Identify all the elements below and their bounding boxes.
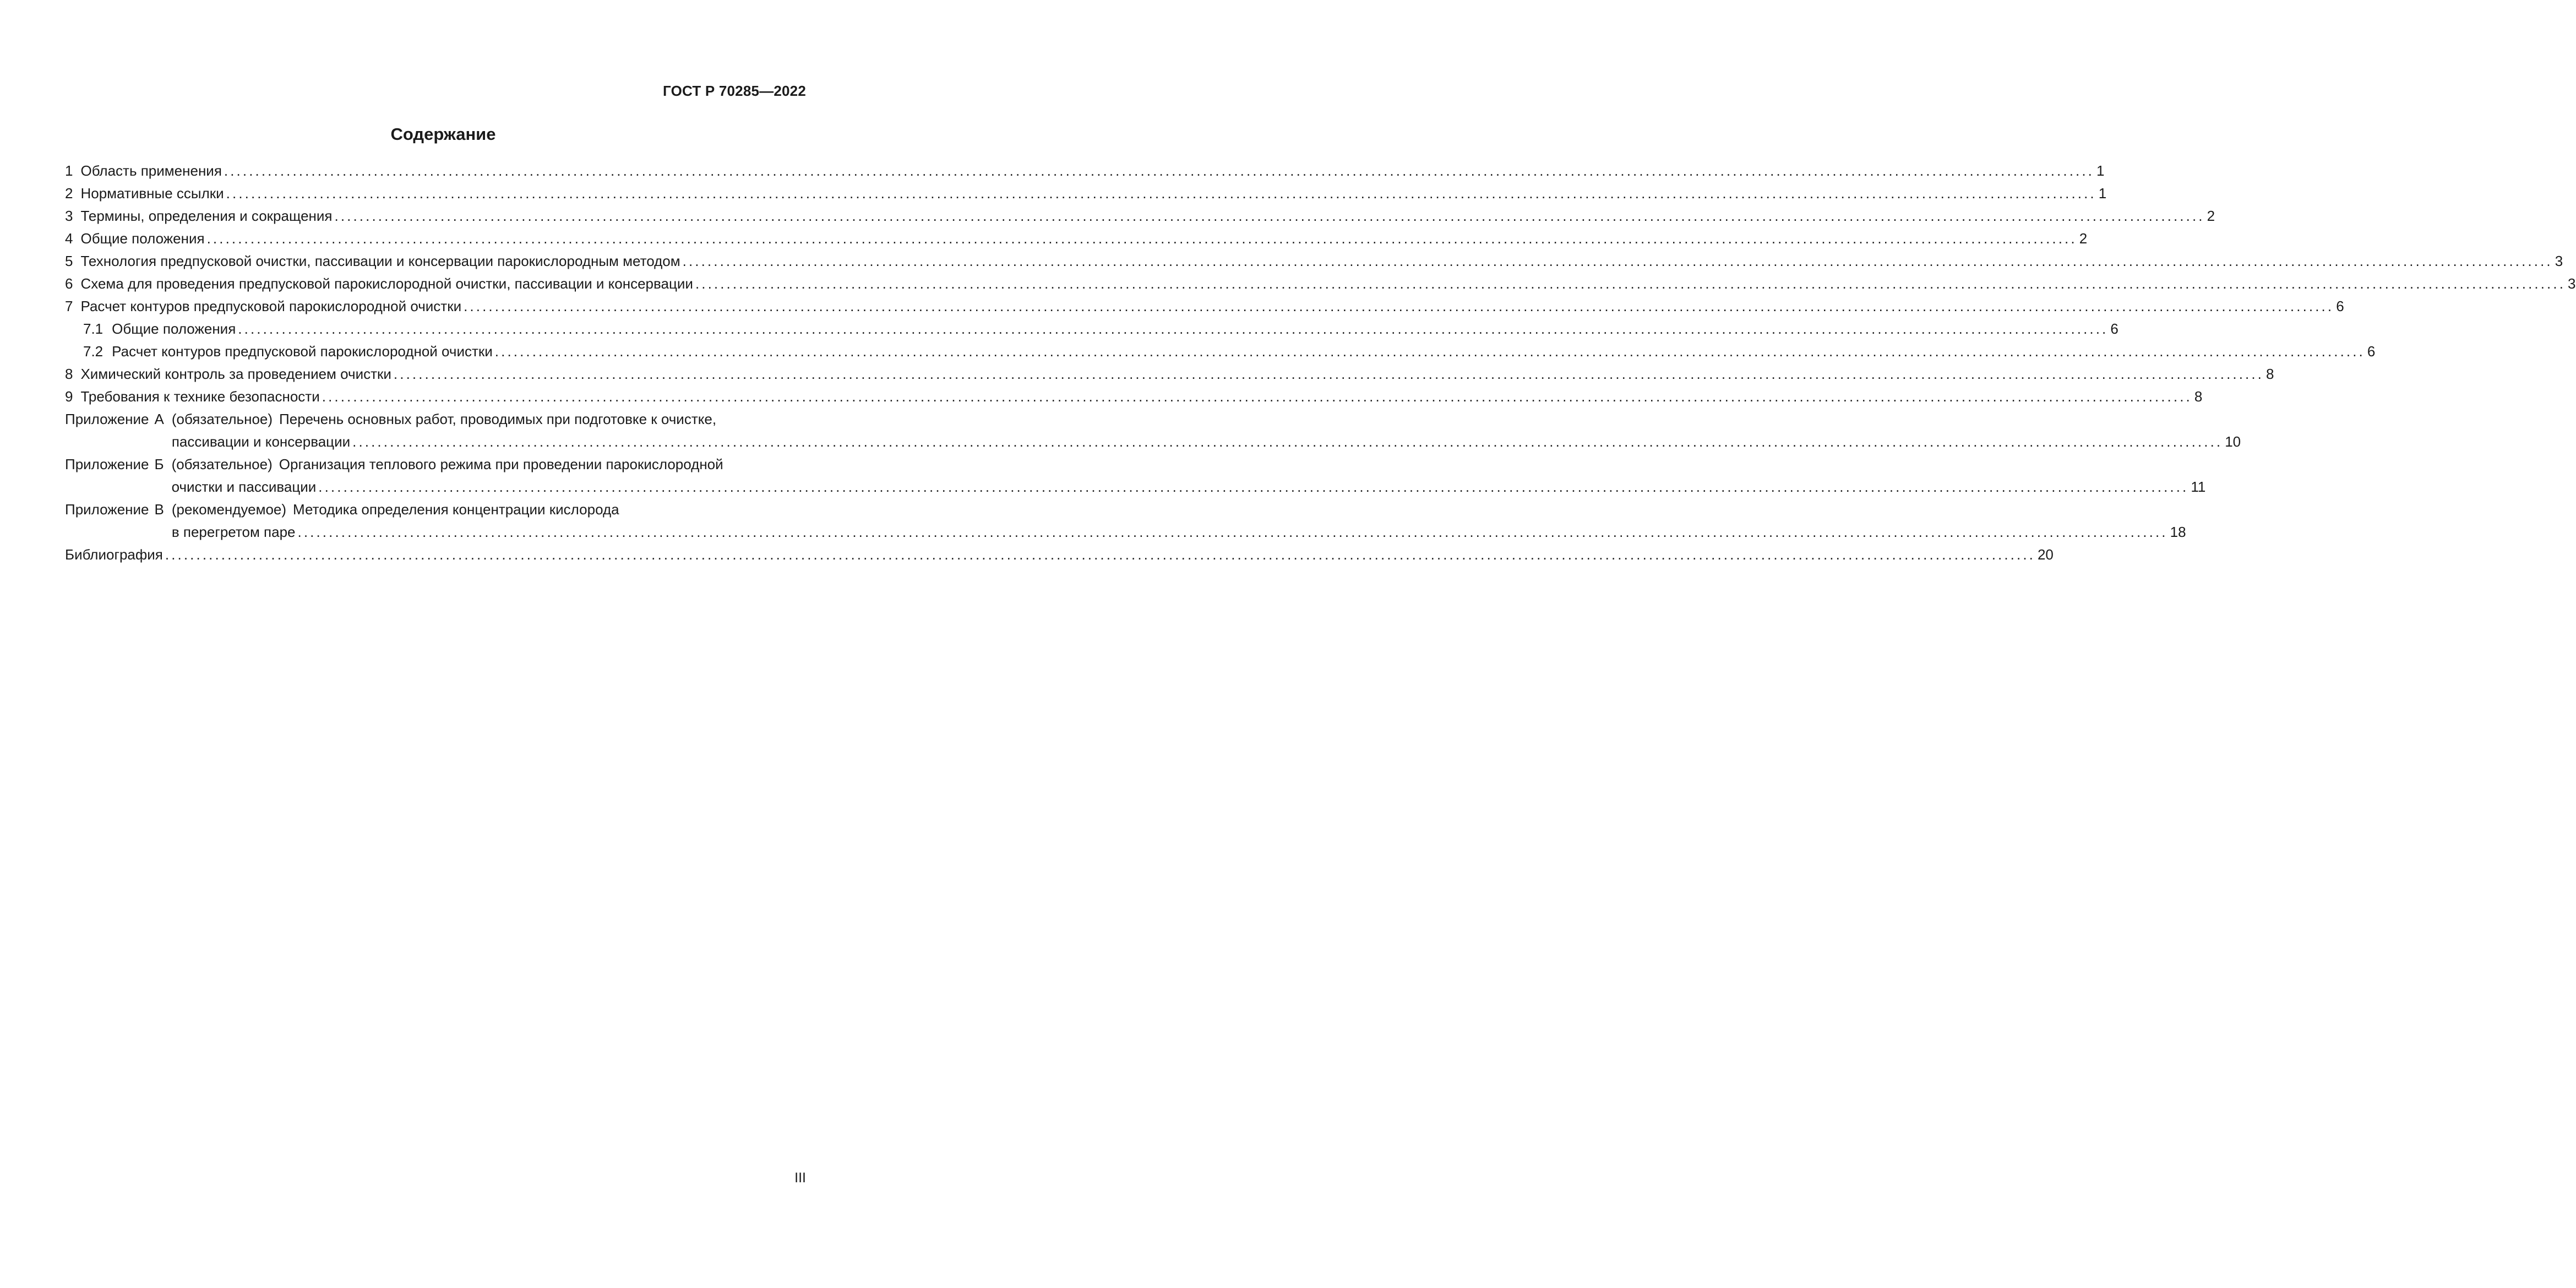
toc-entry-label: Область применения	[80, 162, 222, 179]
appendix-title-cont: в перегретом паре	[171, 524, 296, 540]
toc-entry[interactable]	[65, 160, 2105, 182]
toc-entry-number: 7	[65, 298, 73, 314]
toc-entry[interactable]	[65, 295, 2344, 318]
toc-entry-number: 3	[65, 208, 73, 224]
toc-entry-label: Нормативные ссылки	[80, 185, 224, 202]
page-number: III	[794, 1170, 806, 1186]
toc-entry[interactable]	[65, 273, 2576, 295]
dot-leader: ............................................................................................................................................................................................................................................................................................................	[393, 366, 2264, 382]
toc-entry-label: Библиография	[65, 546, 163, 563]
toc-entry-page: 8	[2194, 388, 2203, 405]
dot-leader: ............................................................................................................................................................................................................................................................................................................	[297, 524, 2168, 540]
toc-entry-label: Технология предпусковой очистки, пассивации и консервации парокислородным методом	[80, 253, 680, 269]
appendix-title-line	[172, 408, 2241, 431]
appendix-title-cont: очистки и пассивации	[171, 479, 317, 495]
toc-entry-page: 6	[2367, 343, 2376, 360]
appendix-title: Методика определения концентрации кислорода	[293, 501, 619, 518]
document-code: ГОСТ Р 70285—2022	[663, 83, 806, 99]
toc-entry-page: 6	[2110, 320, 2118, 337]
toc-entry-number: 7.2	[83, 343, 104, 360]
toc-entry-number: 8	[65, 366, 73, 382]
toc-subentry[interactable]	[65, 340, 2376, 363]
toc-entry-label: Требования к технике безопасности	[80, 388, 320, 405]
dot-leader: ............................................................................................................................................................................................................................................................................................................	[494, 343, 2365, 360]
dot-leader: ............................................................................................................................................................................................................................................................................................................	[238, 320, 2109, 337]
toc-entry-number: 6	[65, 275, 73, 292]
appendix-kind: (обязательное)	[171, 456, 273, 472]
toc-entry-page: 3	[2568, 275, 2576, 292]
toc-entry-page: 1	[2096, 162, 2105, 179]
appendix-title-continuation	[172, 521, 2186, 544]
toc-entry-number: 5	[65, 253, 73, 269]
toc-entry-page: 2	[2079, 230, 2088, 247]
toc-entry[interactable]	[65, 250, 2563, 273]
dot-leader: ............................................................................................................................................................................................................................................................................................................	[464, 298, 2334, 314]
toc-entry[interactable]	[65, 182, 2107, 205]
appendix-prefix: Приложение	[65, 411, 149, 427]
toc-entry-label: Общие положения	[80, 230, 205, 247]
appendix-letter: Б	[154, 456, 164, 472]
toc-appendix-b[interactable]	[65, 453, 2206, 498]
toc-entry-label: Химический контроль за проведением очистки	[80, 366, 391, 382]
dot-leader: ............................................................................................................................................................................................................................................................................................................	[165, 546, 2035, 563]
appendix-heading	[65, 453, 164, 476]
toc-entry-page: 3	[2555, 253, 2563, 269]
toc-title: Содержание	[390, 124, 496, 144]
toc-entry[interactable]	[65, 363, 2274, 385]
appendix-title-cont: пассивации и консервации	[171, 433, 351, 450]
table-of-contents	[65, 160, 2576, 566]
appendix-letter: А	[154, 411, 164, 427]
toc-entry-page: 1	[2098, 185, 2107, 202]
appendix-title-continuation	[172, 476, 2206, 498]
appendix-body	[172, 453, 2206, 498]
dot-leader: ............................................................................................................................................................................................................................................................................................................	[318, 479, 2189, 495]
appendix-page: 11	[2191, 479, 2206, 495]
dot-leader: ............................................................................................................................................................................................................................................................................................................	[226, 185, 2096, 202]
toc-subentry[interactable]	[65, 318, 2118, 340]
appendix-prefix: Приложение	[65, 501, 149, 518]
appendix-title-line	[172, 453, 2206, 476]
appendix-prefix: Приложение	[65, 456, 149, 472]
toc-entry-number: 9	[65, 388, 73, 405]
toc-entry-page: 8	[2266, 366, 2274, 382]
appendix-letter: В	[154, 501, 164, 518]
appendix-body	[172, 408, 2241, 453]
toc-appendix-a[interactable]	[65, 408, 2241, 453]
dot-leader: ............................................................................................................................................................................................................................................................................................................	[352, 433, 2223, 450]
appendix-body	[172, 498, 2186, 544]
toc-entry-number: 2	[65, 185, 73, 202]
toc-entry[interactable]	[65, 385, 2203, 408]
toc-entry-page: 20	[2037, 546, 2054, 563]
appendix-title-continuation	[172, 431, 2241, 453]
dot-leader: ............................................................................................................................................................................................................................................................................................................	[695, 275, 2566, 292]
toc-entry[interactable]	[65, 205, 2215, 227]
toc-entry-number: 4	[65, 230, 73, 247]
appendix-kind: (рекомендуемое)	[171, 501, 287, 518]
dot-leader: ............................................................................................................................................................................................................................................................................................................	[206, 230, 2077, 247]
appendix-page: 18	[2170, 524, 2186, 540]
appendix-title: Перечень основных работ, проводимых при подготовке к очистке,	[279, 411, 717, 427]
dot-leader: ............................................................................................................................................................................................................................................................................................................	[224, 162, 2094, 179]
toc-entry-page: 6	[2336, 298, 2344, 314]
dot-leader: ............................................................................................................................................................................................................................................................................................................	[682, 253, 2553, 269]
toc-entry-number: 1	[65, 162, 73, 179]
toc-entry[interactable]	[65, 227, 2088, 250]
appendix-title: Организация теплового режима при проведении парокислородной	[279, 456, 723, 472]
toc-entry-label: Расчет контуров предпусковой парокислородной очистки	[80, 298, 462, 314]
appendix-heading	[65, 498, 164, 521]
toc-appendix-v[interactable]	[65, 498, 2186, 544]
toc-entry-label: Термины, определения и сокращения	[80, 208, 333, 224]
dot-leader: ............................................................................................................................................................................................................................................................................................................	[322, 388, 2192, 405]
appendix-kind: (обязательное)	[171, 411, 273, 427]
appendix-heading	[65, 408, 164, 431]
appendix-page: 10	[2225, 433, 2241, 450]
dot-leader: ............................................................................................................................................................................................................................................................................................................	[334, 208, 2205, 224]
toc-entry-page: 2	[2207, 208, 2215, 224]
toc-entry-label: Расчет контуров предпусковой парокислородной очистки	[112, 343, 493, 360]
toc-bibliography[interactable]	[65, 544, 2054, 566]
toc-entry-label: Схема для проведения предпусковой парокислородной очистки, пассивации и консервации	[80, 275, 693, 292]
toc-entry-number: 7.1	[83, 320, 104, 337]
toc-entry-label: Общие положения	[112, 320, 236, 337]
appendix-title-line	[172, 498, 2186, 521]
